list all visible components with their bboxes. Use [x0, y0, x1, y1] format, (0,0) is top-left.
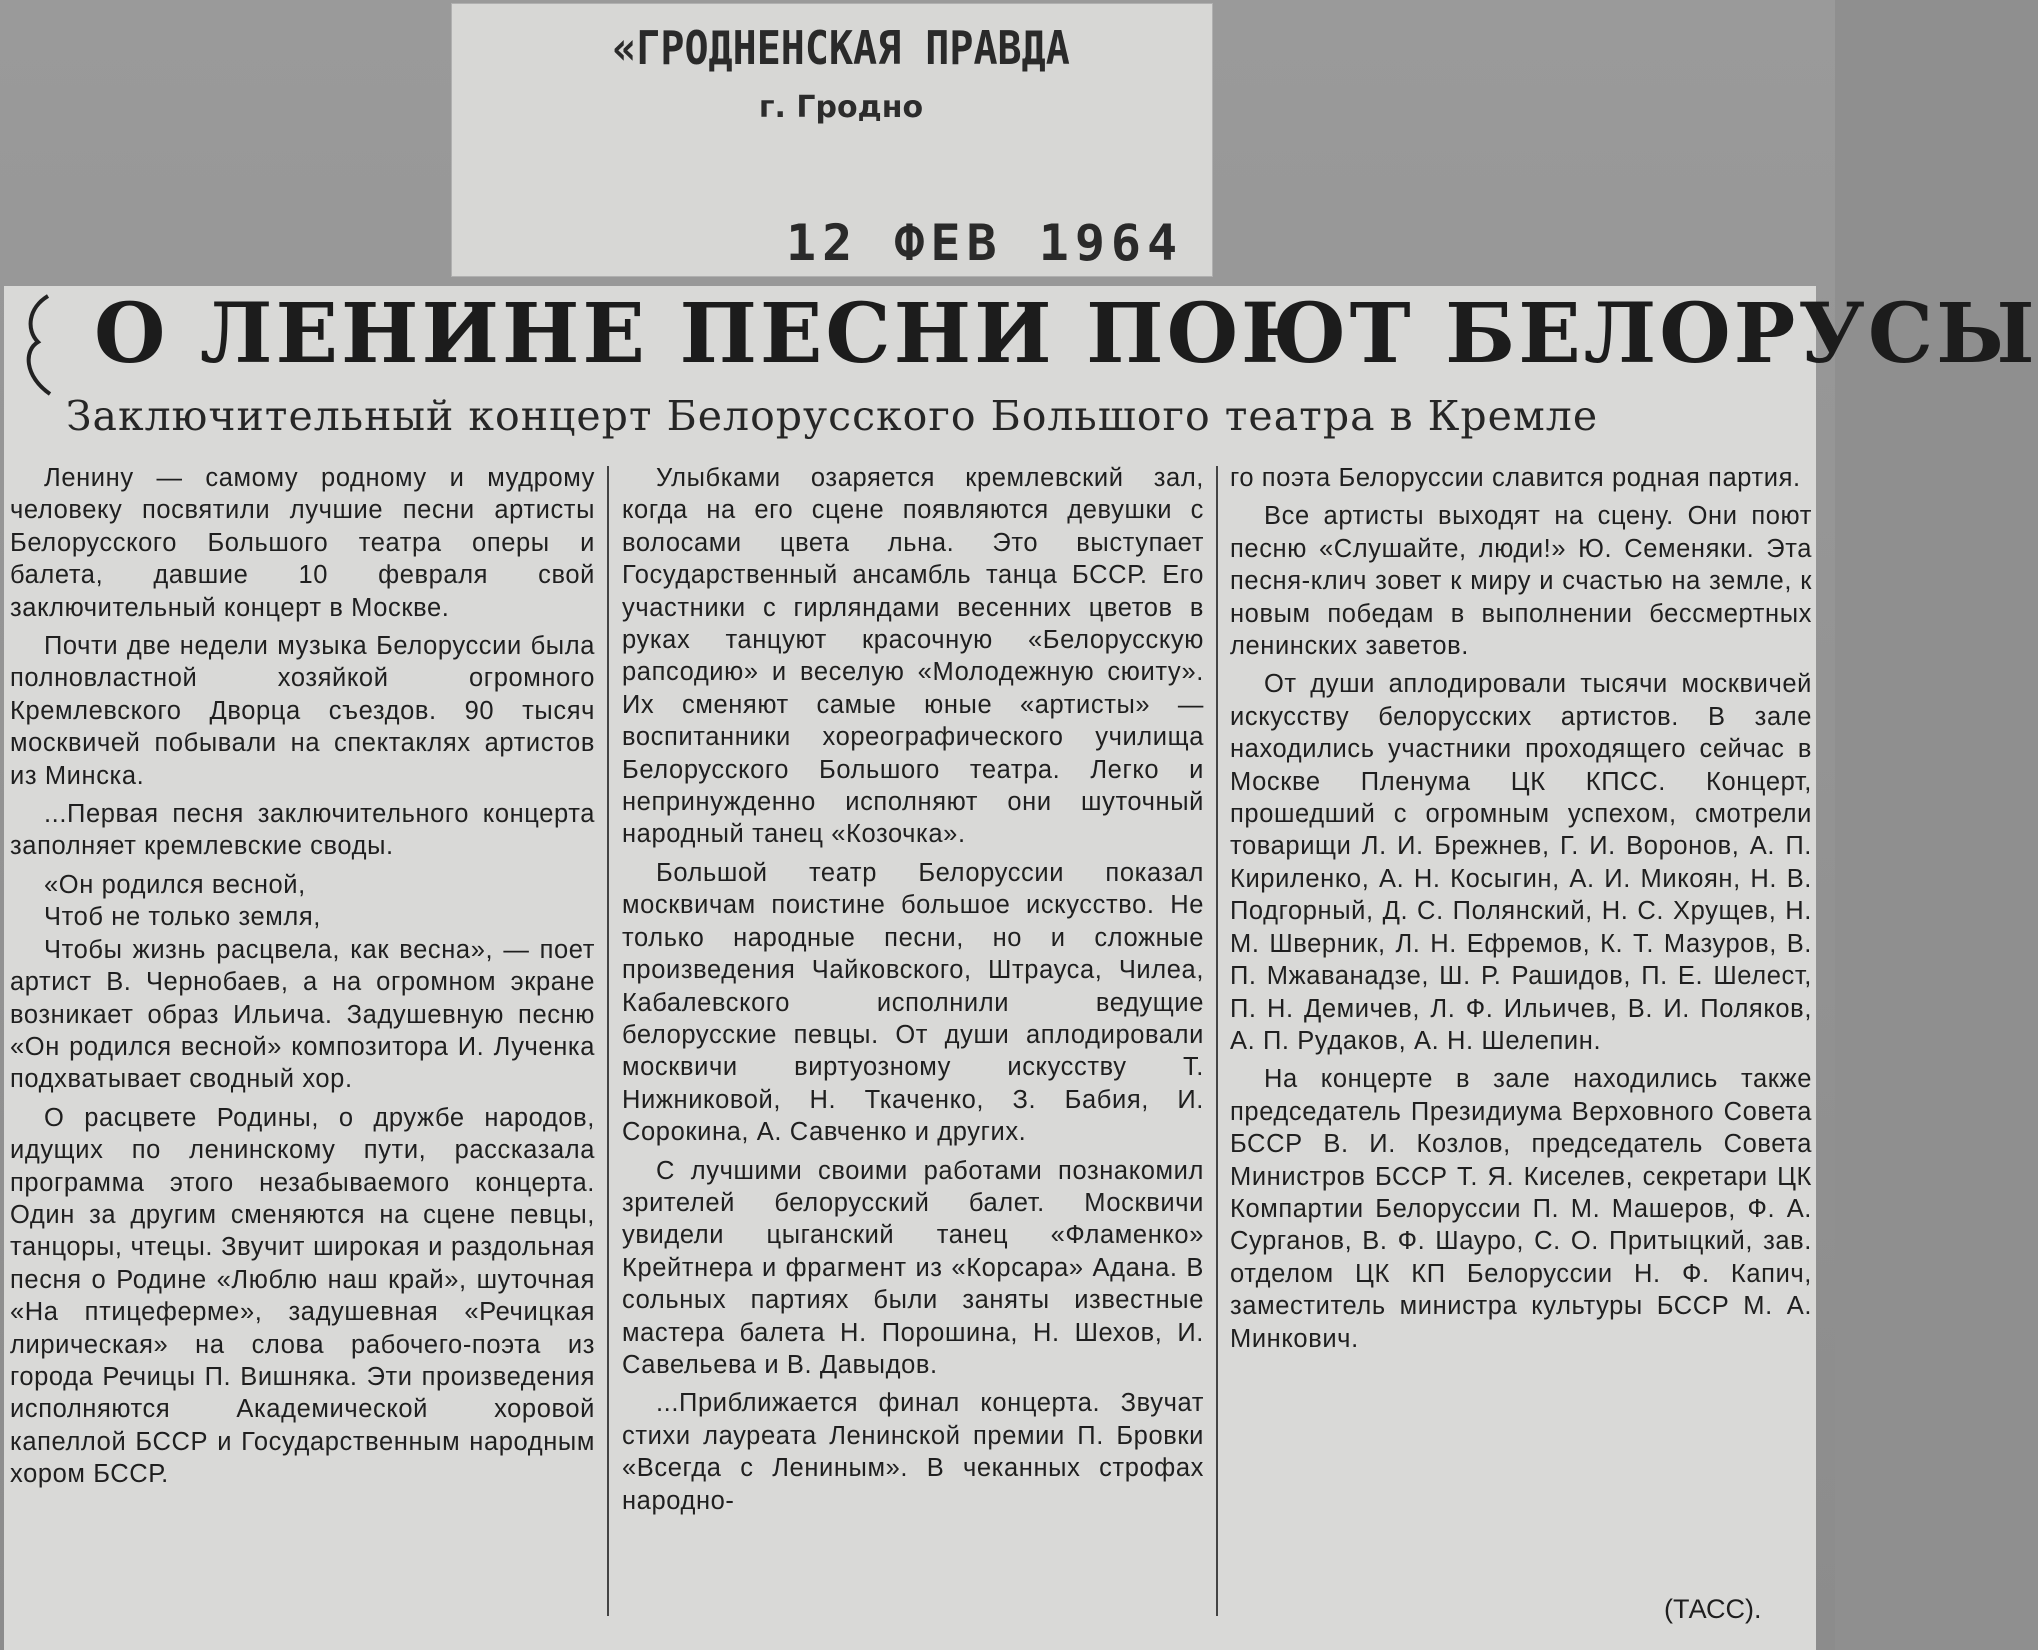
column-rule-1 — [607, 466, 609, 1616]
article-column-2 — [622, 462, 1204, 1523]
paragraph: Улыбками озаряется кремлевский зал, когда на его сцене появляются девушки с волосами цвета льна. Это выступает Государственный ансамбль танца БССР. Его участники с гирляндами весенних цветов в руках танцуют красочную «Белорусскую рапсодию» и веселую «Молодежную сюиту». Их сменяют самые юные «артисты» — воспитанники хореографического училища Белорусского Большого театра. Легко и непринужденно исполняют они шуточный народный танец «Козочка». — [622, 464, 1204, 849]
paragraph: Большой театр Белоруссии показал москвичам поистине большое искусство. Не только народные песни, но и сложные произведения Чайковского, Штрауса, Чилеа, Кабалевского исполнили ведущие белорусские певцы. От души аплодировали москвичи виртуозному искусству Т. Нижниковой, Н. Ткаченко, З. Бабия, И. Сорокина, А. Савченко и других. — [622, 858, 1204, 1147]
paragraph: О расцвете Родины, о дружбе народов, идущих по ленинскому пути, рассказала программа этого незабываемого концерта. Один за другим сменяются на сцене певцы, танцоры, чтецы. Звучит широкая и раздольная песня о Родине «Люблю наш край», шуточная «На птицеферме», задушевная «Речицкая лирическая» на слова рабочего-поэта из города Речицы П. Вишняка. Эти произведения исполняются Академической хоровой капеллой БССР и Государственным народным хором БССР. — [10, 1103, 595, 1489]
paragraph: Чтобы жизнь расцвела, как весна», — поет артист В. Чернобаев, а на огромном экране возникает образ Ильича. Задушевную песню «Он родился весной» композитора И. Лученка подхватывает сводный хор. — [10, 935, 595, 1094]
paragraph: Ленину — самому родному и мудрому человеку посвятили лучшие песни артисты Белорусского Большого театра оперы и балета, давшие 10 февраля свой заключительный концерт в Москве. — [10, 464, 595, 622]
stamp-date: 12 ФЕВ 1964 — [786, 214, 1184, 272]
paragraph: Почти две недели музыка Белоруссии была полновластной хозяйкой огромного Кремлевского Дворца съездов. 90 тысяч москвичей побывали на спектаклях артистов из Минска. — [10, 632, 595, 790]
paragraph: С лучшими своими работами познакомил зрителей белорусский балет. Москвичи увидели цыганский танец «Фламенко» Крейтнера и фрагмент из «Корсара» Адана. В сольных партиях были заняты известные мастера балета Н. Порошина, Н. Шехов, И. Савельева и В. Давыдов. — [622, 1156, 1204, 1379]
stamp-newspaper-name: «ГРОДНЕНСКАЯ ПРАВДА — [612, 22, 1070, 76]
verse-line: «Он родился весной, — [44, 870, 306, 899]
paragraph: От души аплодировали тысячи москвичей искусству белорусских артистов. В зале находились участники проходящего сейчас в Москве Пленума ЦК КПСС. Концерт, прошедший с огромным успехом, смотрели товарищи Л. И. Брежнев, Г. И. Воронов, А. П. Кириленко, А. Н. Косыгин, А. И. Микоян, Н. В. Подгорный, Д. С. Полянский, Н. С. Хрущев, Н. М. Шверник, Л. Н. Ефремов, К. Т. Мазуров, В. П. Мжаванадзе, Ш. Р. Рашидов, П. Е. Шелест, П. Н. Демичев, Л. Ф. Ильичев, В. И. Поляков, А. П. Рудаков, А. Н. Шелепин. — [1230, 670, 1812, 1055]
article-headline: О ЛЕНИНЕ ПЕСНИ ПОЮТ БЕЛОРУСЫ — [94, 286, 2038, 382]
paragraph: ...Приближается финал концерта. Звучат стихи лауреата Ленинской премии П. Бровки «Всегда с Лениным». В чеканных строфах народно- — [622, 1389, 1204, 1515]
article-subtitle: Заключительный концерт Белорусского Большого театра в Кремле — [66, 392, 1599, 440]
paragraph: го поэта Белоруссии славится родная партия. — [1230, 464, 1801, 492]
article-source: (ТАСС). — [1664, 1594, 1762, 1624]
article-column-3 — [1230, 462, 1812, 1361]
paragraph: ...Первая песня заключительного концерта заполняет кремлевские своды. — [10, 800, 595, 861]
paragraph: На концерте в зале находились также председатель Президиума Верховного Совета БССР В. И. Козлов, председатель Совета Министров БССР Т. Я. Киселев, секретари ЦК Компартии Белоруссии П. М. Машеров, Ф. А. Сурганов, В. Ф. Шауро, С. О. Притыцкий, зав. отделом ЦК КП Белоруссии Н. Ф. Капич, заместитель министра культуры БССР М. А. Минкович. — [1230, 1065, 1812, 1353]
verse-line: Чтоб не только земля, — [44, 903, 321, 932]
paragraph: Все артисты выходят на сцену. Они поют песню «Слушайте, люди!» Ю. Семеняки. Эта песня-клич зовет к миру и счастью на земле, к новым победам в выполнении бессмертных ленинских заветов. — [1230, 502, 1812, 661]
stamp-city: г. Гродно — [758, 90, 924, 125]
article-column-1 — [10, 462, 595, 1497]
bracket-mark-icon — [14, 290, 60, 400]
newspaper-stamp — [596, 22, 1086, 125]
column-rule-2 — [1216, 466, 1218, 1616]
